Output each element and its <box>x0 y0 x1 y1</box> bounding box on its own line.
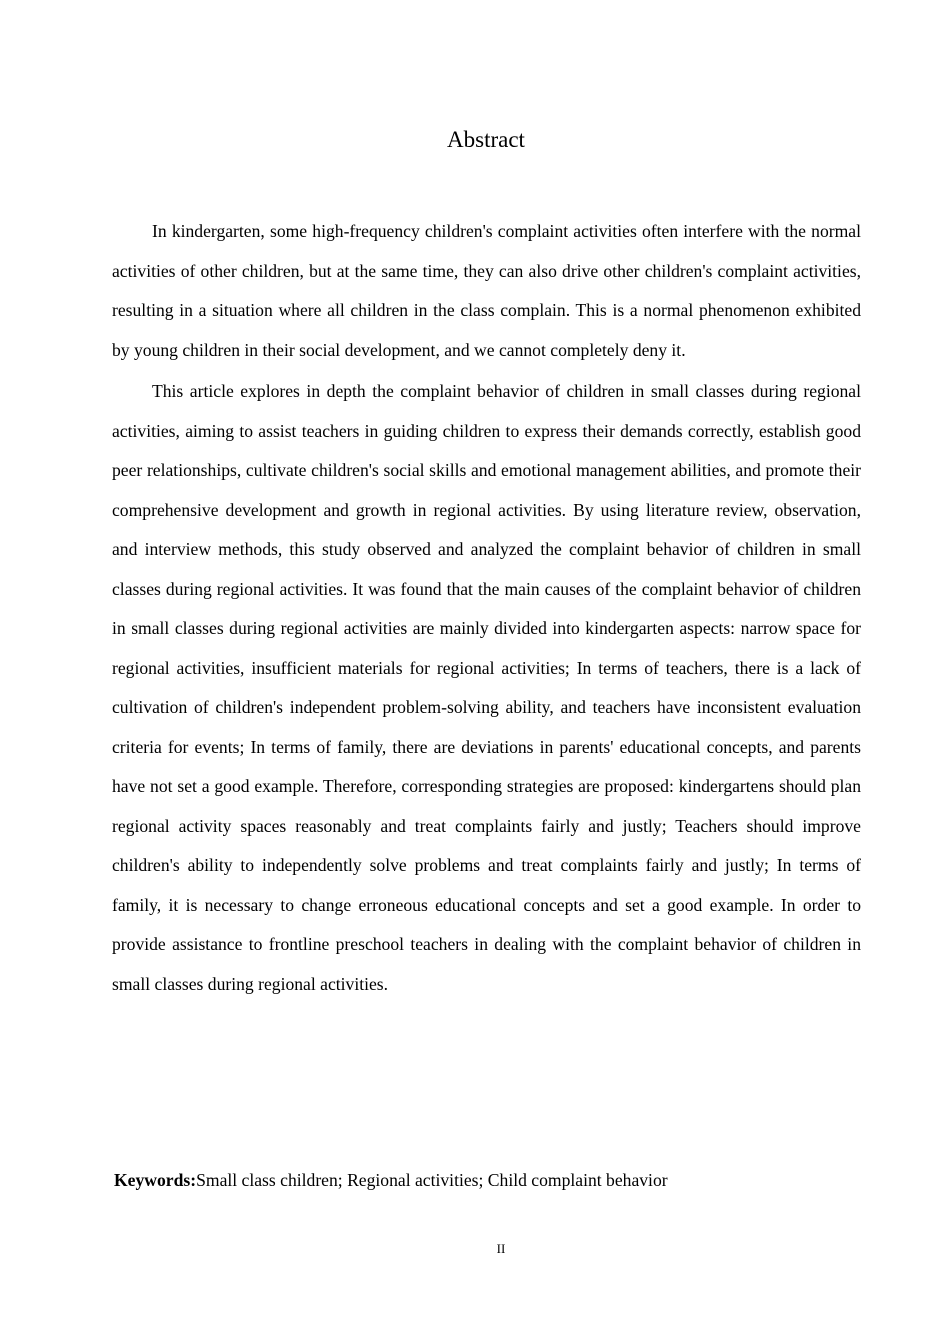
abstract-body <box>112 212 861 1004</box>
abstract-paragraph-1: In kindergarten, some high-frequency children's complaint activities often interfere with the normal activities of other children, but at the same time, they can also drive other children's complaint activities, resulting in a situation where all children in the class complain. This is a normal phenomenon exhibited by young children in their social development, and we cannot completely deny it. <box>112 221 861 360</box>
page-number: II <box>496 1241 506 1256</box>
abstract-title: Abstract <box>447 127 525 152</box>
abstract-paragraph-2: This article explores in depth the complaint behavior of children in small classes during regional activities, aiming to assist teachers in guiding children to express their demands correctly, establish good peer relationships, cultivate children's social skills and emotional management abilities, and promote their comprehensive development and growth in regional activities. By using literature review, observation, and interview methods, this study observed and analyzed the complaint behavior of children in small classes during regional activities. It was found that the main causes of the complaint behavior of children in small classes during regional activities are mainly divided into kindergarten aspects: narrow space for regional activities, insufficient materials for regional activities; In terms of teachers, there is a lack of cultivation of children's independent problem-solving ability, and teachers have inconsistent evaluation criteria for events; In terms of family, there are deviations in parents' educational concepts, and parents have not set a good example. Therefore, corresponding strategies are proposed: kindergartens should plan regional activity spaces reasonably and treat complaints fairly and justly; Teachers should improve children's ability to independently solve problems and treat complaints fairly and justly; In terms of family, it is necessary to change erroneous educational concepts and set a good example. In order to provide assistance to frontline preschool teachers in dealing with the complaint behavior of children in small classes during regional activities. <box>112 381 861 994</box>
keywords-label: Keywords: <box>114 1170 197 1190</box>
keywords-text: Small class children; Regional activities; Child complaint behavior <box>196 1170 668 1190</box>
keywords-line <box>114 1166 668 1194</box>
